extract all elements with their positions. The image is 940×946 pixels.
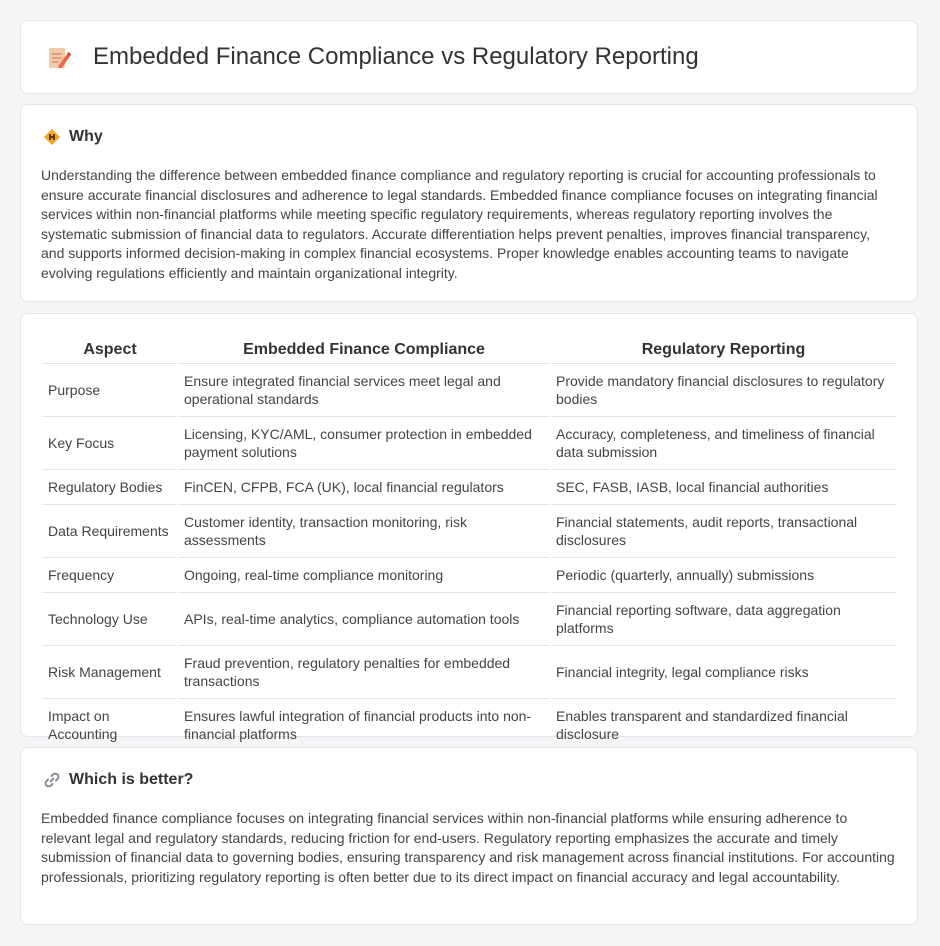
diamond-warning-icon [43, 128, 61, 146]
embedded-cell: APIs, real-time analytics, compliance automation tools [179, 593, 549, 646]
reporting-cell: Financial reporting software, data aggregation platforms [551, 593, 896, 646]
embedded-cell: Licensing, KYC/AML, consumer protection in embedded payment solutions [179, 417, 549, 470]
reporting-cell: SEC, FASB, IASB, local financial authorities [551, 470, 896, 505]
column-header: Embedded Finance Compliance [179, 334, 549, 364]
why-text: Understanding the difference between embedded finance compliance and regulatory reporting is crucial for accounting professionals to ensure accurate financial disclosures and adherence to legal standards. Embedded finance compliance focuses on integrating financial services within non-financial platforms while meeting specific regulatory requirements, whereas regulatory reporting involves the systematic submission of financial data to regulators. Accurate differentiation helps prevent penalties, improves financial transparency, and supports informed decision-making in complex financial ecosystems. Proper knowledge enables accounting teams to navigate evolving regulations efficiently and maintain organizational integrity. [41, 167, 878, 281]
embedded-cell: Customer identity, transaction monitoring, risk assessments [179, 505, 549, 558]
table-row [43, 505, 896, 558]
table-row [43, 558, 896, 593]
comparison-card [20, 313, 918, 742]
embedded-cell: Ensures lawful integration of financial products into non-financial platforms [179, 699, 549, 752]
aspect-cell: Data Requirements [43, 505, 177, 558]
aspect-cell: Key Focus [43, 417, 177, 470]
table-row [43, 699, 896, 752]
table-row [43, 417, 896, 470]
table-row [43, 470, 896, 505]
embedded-cell: Ensure integrated financial services meet legal and operational standards [179, 364, 549, 417]
table-row [43, 646, 896, 699]
comparison-table [41, 334, 898, 752]
better-text: Embedded finance compliance focuses on integrating financial services within non-financial platforms while ensuring adherence to relevant legal and regulatory standards, reducing friction for end-users. Regulatory reporting emphasizes the accurate and timely submission of financial data to governing bodies, ensuring transparency and risk management across financial institutions. For accounting professionals, prioritizing regulatory reporting is often better due to its direct impact on financial accuracy and legal accountability. [41, 810, 895, 885]
which-is-better-section [20, 747, 918, 925]
why-heading: Why [69, 128, 103, 145]
aspect-cell: Regulatory Bodies [43, 470, 177, 505]
title-card [20, 20, 918, 94]
table-row [43, 593, 896, 646]
aspect-cell: Purpose [43, 364, 177, 417]
reporting-cell: Financial integrity, legal compliance risks [551, 646, 896, 699]
aspect-cell: Frequency [43, 558, 177, 593]
why-section [20, 104, 918, 302]
table-header-row [43, 334, 896, 364]
table-row [43, 364, 896, 417]
reporting-cell: Periodic (quarterly, annually) submissions [551, 558, 896, 593]
column-header: Aspect [43, 334, 177, 364]
embedded-cell: Fraud prevention, regulatory penalties for embedded transactions [179, 646, 549, 699]
link-icon [43, 771, 61, 789]
aspect-cell: Risk Management [43, 646, 177, 699]
column-header: Regulatory Reporting [551, 334, 896, 364]
aspect-cell: Impact on Accounting [43, 699, 177, 752]
page-title: Embedded Finance Compliance vs Regulatory Reporting [93, 43, 699, 70]
reporting-cell: Financial statements, audit reports, transactional disclosures [551, 505, 896, 558]
embedded-cell: Ongoing, real-time compliance monitoring [179, 558, 549, 593]
better-heading: Which is better? [69, 771, 194, 788]
aspect-cell: Technology Use [43, 593, 177, 646]
reporting-cell: Accuracy, completeness, and timeliness of financial data submission [551, 417, 896, 470]
reporting-cell: Enables transparent and standardized financial disclosure [551, 699, 896, 752]
reporting-cell: Provide mandatory financial disclosures to regulatory bodies [551, 364, 896, 417]
embedded-cell: FinCEN, CFPB, FCA (UK), local financial regulators [179, 470, 549, 505]
document-edit-icon [47, 45, 71, 71]
